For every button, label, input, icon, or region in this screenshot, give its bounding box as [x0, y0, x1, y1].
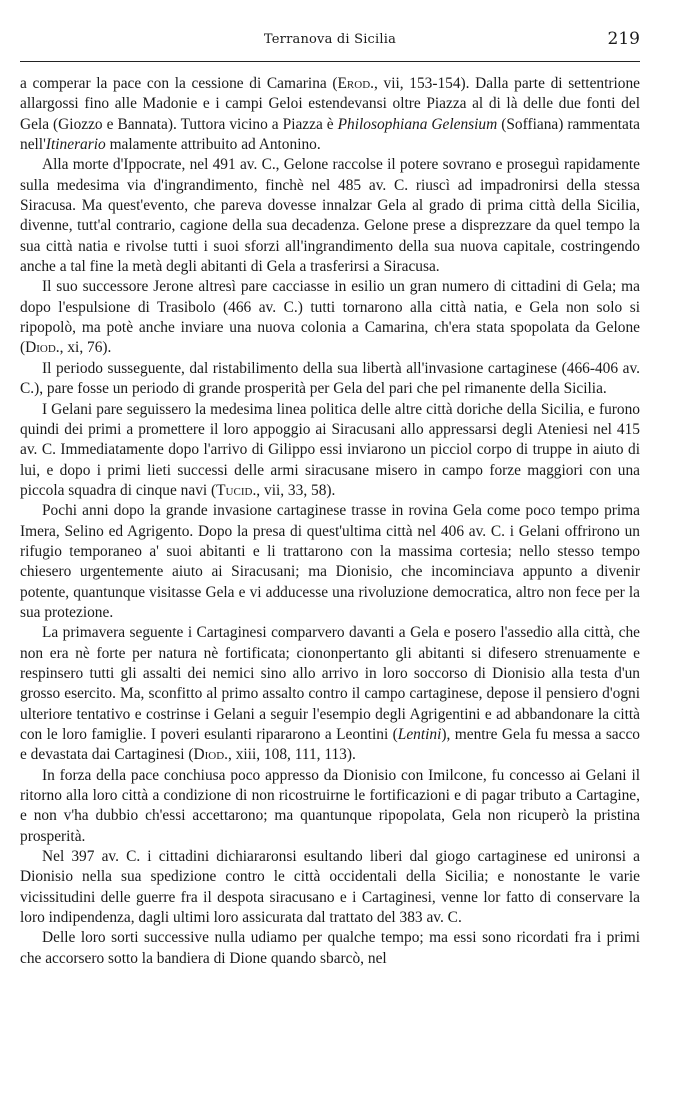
header-rule — [20, 61, 640, 62]
text-run: Nel 397 av. C. i cittadini dichiararonsi esultando liberi dal giogo cartaginese ed unironsi a Dionisio nella sua spedizione contro le città occidentali della Sicilia; e nonostante le varie vicissitudini delle guerre fra il despota siracusano e i Cartaginesi, venne lor fatto di conservare la loro indipendenza, dagli ultimi loro assicurata dal trattato del 383 av. C. — [20, 848, 640, 927]
paragraph — [20, 847, 640, 928]
text-run: La primavera seguente i Cartaginesi comparvero davanti a Gela e posero l'assedio alla città, che non era nè forte per natura nè fortificata; ciononpertanto gli abitanti si difesero strenuamente e respinsero tutti gli assalti dei nemici sino allo arrivo in loro soccorso di Dionisio alla testa d'un grosso esercito. Ma, sconfitto al primo assalto contro il campo cartaginese, depose il pensiero d'ogni ulteriore tentativo e costrinse i Gelani a seguir l'esempio degli Agrigentini e ad abbandonare la città con le loro famiglie. I poveri esulanti ripararono a Leontini ( — [20, 624, 640, 743]
text-run: , xi, 76). — [59, 339, 112, 357]
text-run: Pochi anni dopo la grande invasione cartaginese trasse in rovina Gela come poco tempo prima Imera, Selino ed Agrigento. Dopo la presa di quest'ultima città nel 406 av. C. i Gelani offrirono un rifugio temporaneo a' suoi abitanti e li trattarono con la massima cortesia; nello stesso tempo chiesero urgentemente aiuto ai Siracusani; ma Dionisio, che incominciava appunto a divenir potente, quantunque visitasse Gela e vi adducesse una rivoluzione democratica, altro non fece per la sua protezione. — [20, 502, 640, 621]
paragraph — [20, 277, 640, 358]
citation-author: Erod. — [337, 75, 374, 92]
page-header — [20, 24, 640, 54]
paragraph — [20, 359, 640, 400]
text-run: In forza della pace conchiusa poco appresso da Dionisio con Imilcone, fu concesso ai Gelani il ritorno alla loro città a condizione di non ricostruirne le fortificazioni e di pagar tributo a Cartagine, e non v'ha dubbio ch'essi accettarono; ma quantunque ripopolata, Gela non ricuperò la pristina prosperità. — [20, 766, 640, 845]
text-run: Il suo successore Jerone altresì pare cacciasse in esilio un gran numero di cittadini di Gela; ma dopo l'espulsione di Trasibolo (466 av. C.) tutti tornarono alla città natia, e Gela non solo si ripopolò, ma potè anche inviare una nuova colonia a Camarina, ch'era stata spopolata da Gelone ( — [20, 278, 640, 357]
page-number: 219 — [607, 29, 640, 49]
text-run: malamente attribuito ad Antonino. — [105, 136, 321, 154]
paragraph — [20, 74, 640, 155]
text-run: (Soffiana) rammentata nell' — [20, 115, 640, 154]
italic-text: Lentini — [397, 726, 442, 743]
paragraph — [20, 623, 640, 765]
body-text — [20, 74, 640, 969]
running-title: Terranova di Sicilia — [263, 32, 397, 47]
text-run: , vii, 33, 58). — [256, 481, 336, 499]
paragraph — [20, 928, 640, 969]
citation-author: Diod. — [25, 339, 60, 357]
text-run: Alla morte d'Ippocrate, nel 491 av. C., Gelone raccolse il potere sovrano e proseguì rapidamente sulla medesima via d'ingrandimento, finchè nel 485 av. C. riuscì ad impadronirsi della stessa Siracusa. Ma quest'evento, che pareva dovesse innalzar Gela al grado di prima città della Sicilia, divenne, tutt'al contrario, cagione della sua decadenza. Gelone prese a disprezzare da quel tempo la sua città natia e rivolse tutti i suoi sforzi all'ingrandimento della sua nuova capitale, costringendo anche a tal fine la metà degli abitanti di Gela a trasferirsi a Siracusa. — [20, 156, 640, 276]
text-run: I Gelani pare seguissero la medesima linea politica delle altre città doriche della Sicilia, e furono quindi dei primi a promettere il loro appoggio ai Siracusani allo appressarsi degli Ateniesi nel 415 av. C. Immediatamente dopo l'arrivo di Gilippo essi inviarono un picciol corpo di truppe in aiuto di lui, e dopo i primi lieti successi delle armi siracusane misero in campo forze maggiori con una piccola squadra di cinque navi ( — [20, 400, 640, 499]
text-run: ), mentre Gela fu messa a sacco e devastata dai Cartaginesi ( — [20, 726, 640, 764]
text-run: , vii, 153-154). Dalla parte di settentrione allargossi fino alle Madonie e i campi Geloi estendevansi oltre Piazza al di là delle due fonti del Gela (Giozzo e Bannata). Tuttora vicino a Piazza è — [20, 75, 640, 133]
text-run: , xiii, 108, 111, 113). — [228, 746, 356, 764]
paragraph — [20, 766, 640, 847]
italic-text: Philosophiana Gelensium — [337, 115, 498, 133]
italic-text: Itinerario — [45, 136, 106, 154]
citation-author: Tucid. — [216, 481, 257, 499]
citation-author: Diod. — [193, 746, 229, 764]
text-run: Delle loro sorti successive nulla udiamo per qualche tempo; ma essi sono ricordati fra i primi che accorsero sotto la bandiera di Dione quando sbarcò, nel — [20, 929, 640, 967]
paragraph — [20, 400, 640, 502]
text-run: a comperar la pace con la cessione di Camarina ( — [20, 75, 338, 92]
text-run: Il periodo susseguente, dal ristabilimento della sua libertà all'invasione cartaginese (466-406 av. C.), pare fosse un periodo di grande prosperità per Gela del pari che pel rimanente della Sicilia. — [20, 359, 640, 398]
paragraph — [20, 501, 640, 623]
paragraph — [20, 155, 640, 277]
